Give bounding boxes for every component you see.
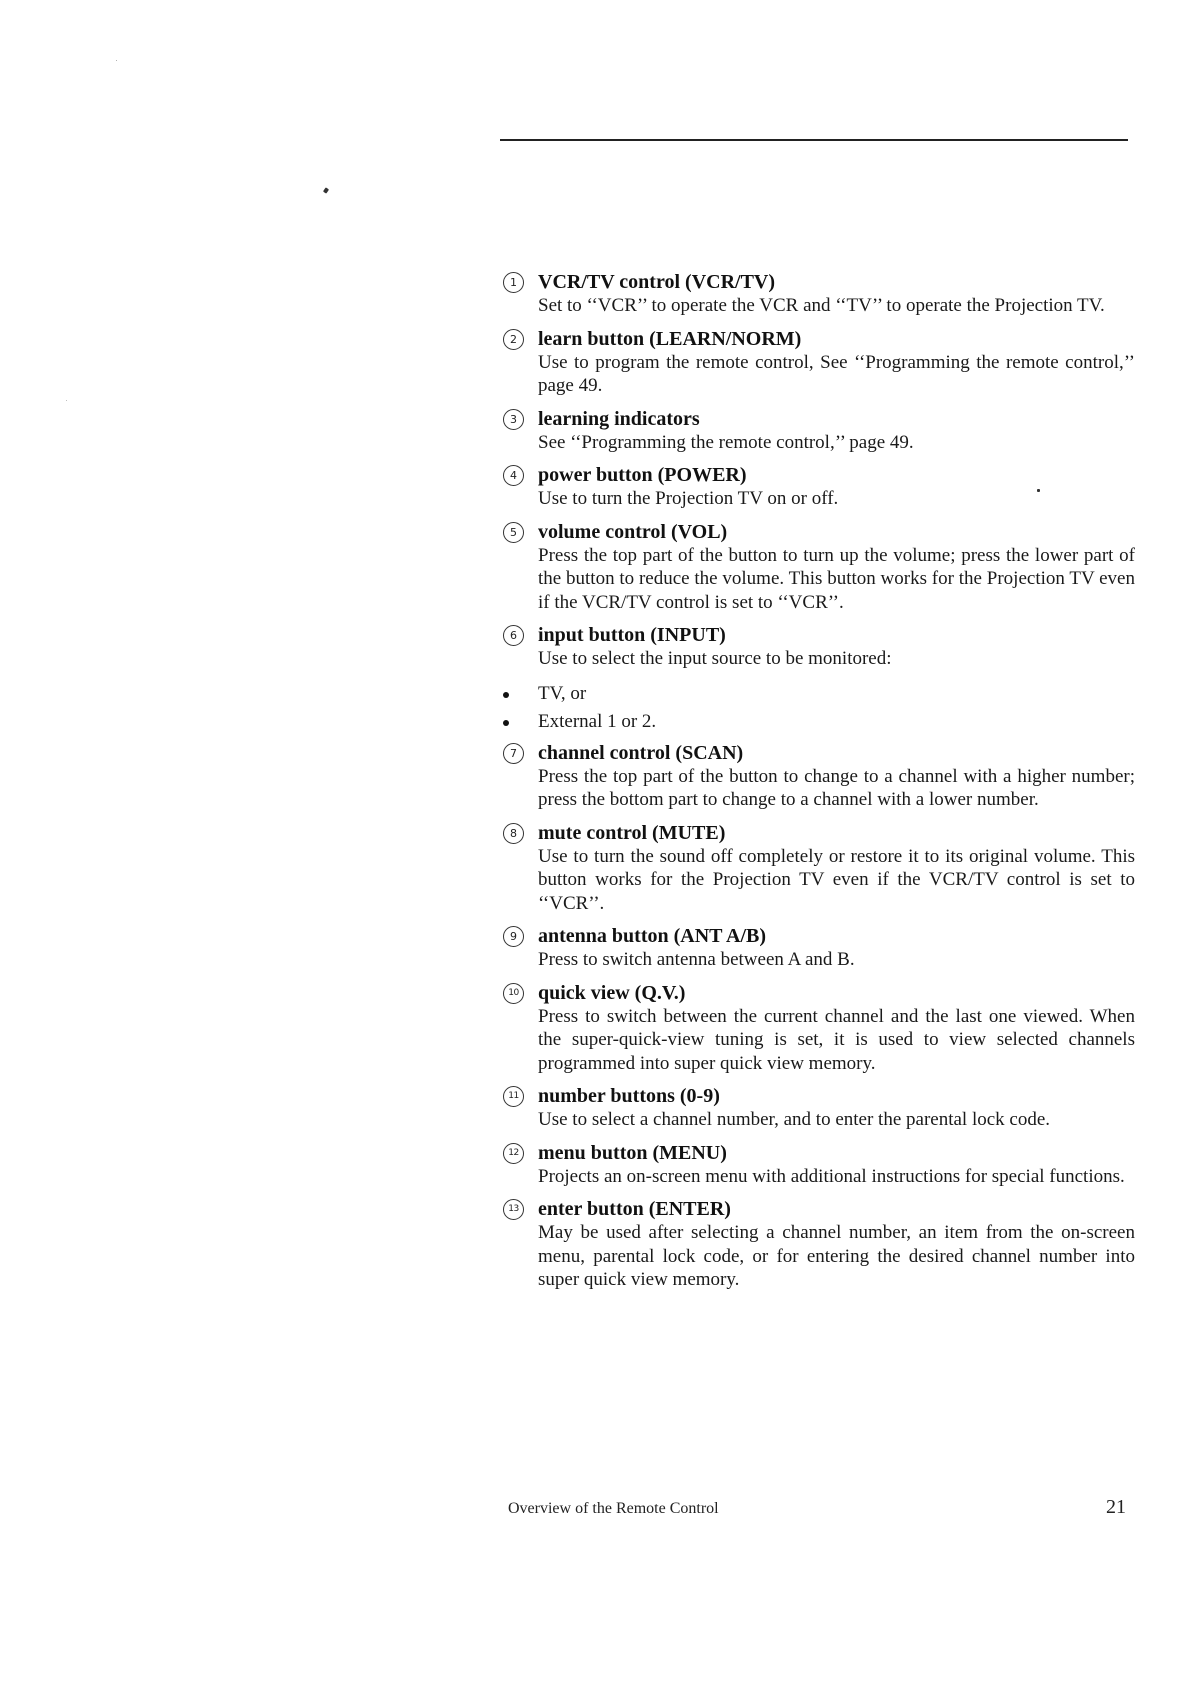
- item-description: Projects an on-screen menu with additional instructions for special functions.: [538, 1165, 1125, 1187]
- bullet-icon: [503, 720, 509, 726]
- circled-number: 12: [503, 1143, 524, 1164]
- item-title: quick view (Q.V.): [538, 981, 686, 1004]
- bullet-text: External 1 or 2.: [538, 710, 657, 732]
- list-item: [503, 270, 1135, 318]
- item-title: learning indicators: [538, 407, 700, 430]
- list-item: [503, 520, 1135, 615]
- scan-speck: [66, 400, 67, 401]
- item-description: Set to ‘‘VCR’’ to operate the VCR and ‘‘TV’’ to operate the Projection TV.: [538, 295, 1105, 316]
- scan-speck: [323, 187, 329, 193]
- item-description: See ‘‘Programming the remote control,’’ page 49.: [538, 431, 914, 453]
- item-title: mute control (MUTE): [538, 821, 726, 844]
- item-description: Use to select the input source to be monitored:: [538, 648, 892, 669]
- list-item: [503, 623, 1135, 671]
- circled-number: 8: [503, 823, 524, 844]
- item-description: May be used after selecting a channel number, an item from the on-screen menu, parental lock code, or for entering the desired channel number into super quick view memory.: [538, 1222, 1135, 1290]
- item-title: enter button (ENTER): [538, 1198, 731, 1220]
- bullet-item: [503, 708, 1135, 736]
- circled-number: 9: [503, 926, 524, 947]
- list-item: [503, 981, 1135, 1076]
- circled-number: 6: [503, 625, 524, 646]
- header-rule: [500, 139, 1128, 141]
- item-title: learn button (LEARN/NORM): [538, 327, 802, 350]
- bullet-icon: [503, 692, 509, 698]
- item-description: Press to switch antenna between A and B.: [538, 949, 855, 970]
- item-description: Use to turn the Projection TV on or off.: [538, 488, 839, 509]
- bullet-item: [503, 680, 1135, 708]
- page-number: 21: [1106, 1496, 1126, 1518]
- item-title: power button (POWER): [538, 464, 747, 486]
- item-title: VCR/TV control (VCR/TV): [538, 271, 776, 293]
- circled-number: 1: [503, 272, 524, 293]
- input-source-list: [503, 680, 1135, 736]
- circled-number: 2: [503, 329, 524, 350]
- circled-number: 4: [503, 465, 524, 486]
- item-description: Press the top part of the button to change to a channel with a higher number; press the bottom part to change to a channel with a lower number.: [538, 765, 1135, 810]
- item-title: menu button (MENU): [538, 1141, 727, 1164]
- item-title: input button (INPUT): [538, 624, 726, 646]
- remote-control-item-list: [503, 270, 1135, 1301]
- bullet-text: TV, or: [538, 682, 587, 704]
- item-description: Use to program the remote control, See ‘‘Programming the remote control,’’ page 49.: [538, 351, 1135, 396]
- item-title: number buttons (0-9): [538, 1085, 720, 1107]
- list-item: [503, 1141, 1135, 1189]
- item-title: channel control (SCAN): [538, 741, 744, 764]
- circled-number: 11: [503, 1086, 524, 1107]
- item-title: volume control (VOL): [538, 520, 728, 543]
- circled-number: 3: [503, 409, 524, 430]
- scan-speck: [116, 60, 117, 61]
- footer-section-title: Overview of the Remote Control: [508, 1500, 719, 1517]
- list-item: [503, 1084, 1135, 1132]
- list-item: [503, 1197, 1135, 1292]
- circled-number: 13: [503, 1199, 524, 1220]
- list-item: [503, 924, 1135, 972]
- item-description: Use to turn the sound off completely or restore it to its original volume. This button works for the Projection TV even if the VCR/TV control is set to ‘‘VCR’’.: [538, 845, 1135, 914]
- item-description: Press to switch between the current channel and the last one viewed. When the super-quick-view tuning is set, it is used to view selected channels programmed into super quick view memory.: [538, 1005, 1135, 1074]
- circled-number: 5: [503, 522, 524, 543]
- list-item: [503, 463, 1135, 511]
- list-item: [503, 327, 1135, 398]
- circled-number: 10: [503, 983, 524, 1004]
- item-title: antenna button (ANT A/B): [538, 925, 767, 947]
- item-description: Press the top part of the button to turn up the volume; press the lower part of the button to reduce the volume. This button works for the Projection TV even if the VCR/TV control is set to ‘‘VCR’’.: [538, 544, 1135, 613]
- list-item: [503, 821, 1135, 916]
- item-description: Use to select a channel number, and to enter the parental lock code.: [538, 1109, 1051, 1130]
- circled-number: 7: [503, 743, 524, 764]
- list-item: [503, 741, 1135, 812]
- list-item: [503, 407, 1135, 455]
